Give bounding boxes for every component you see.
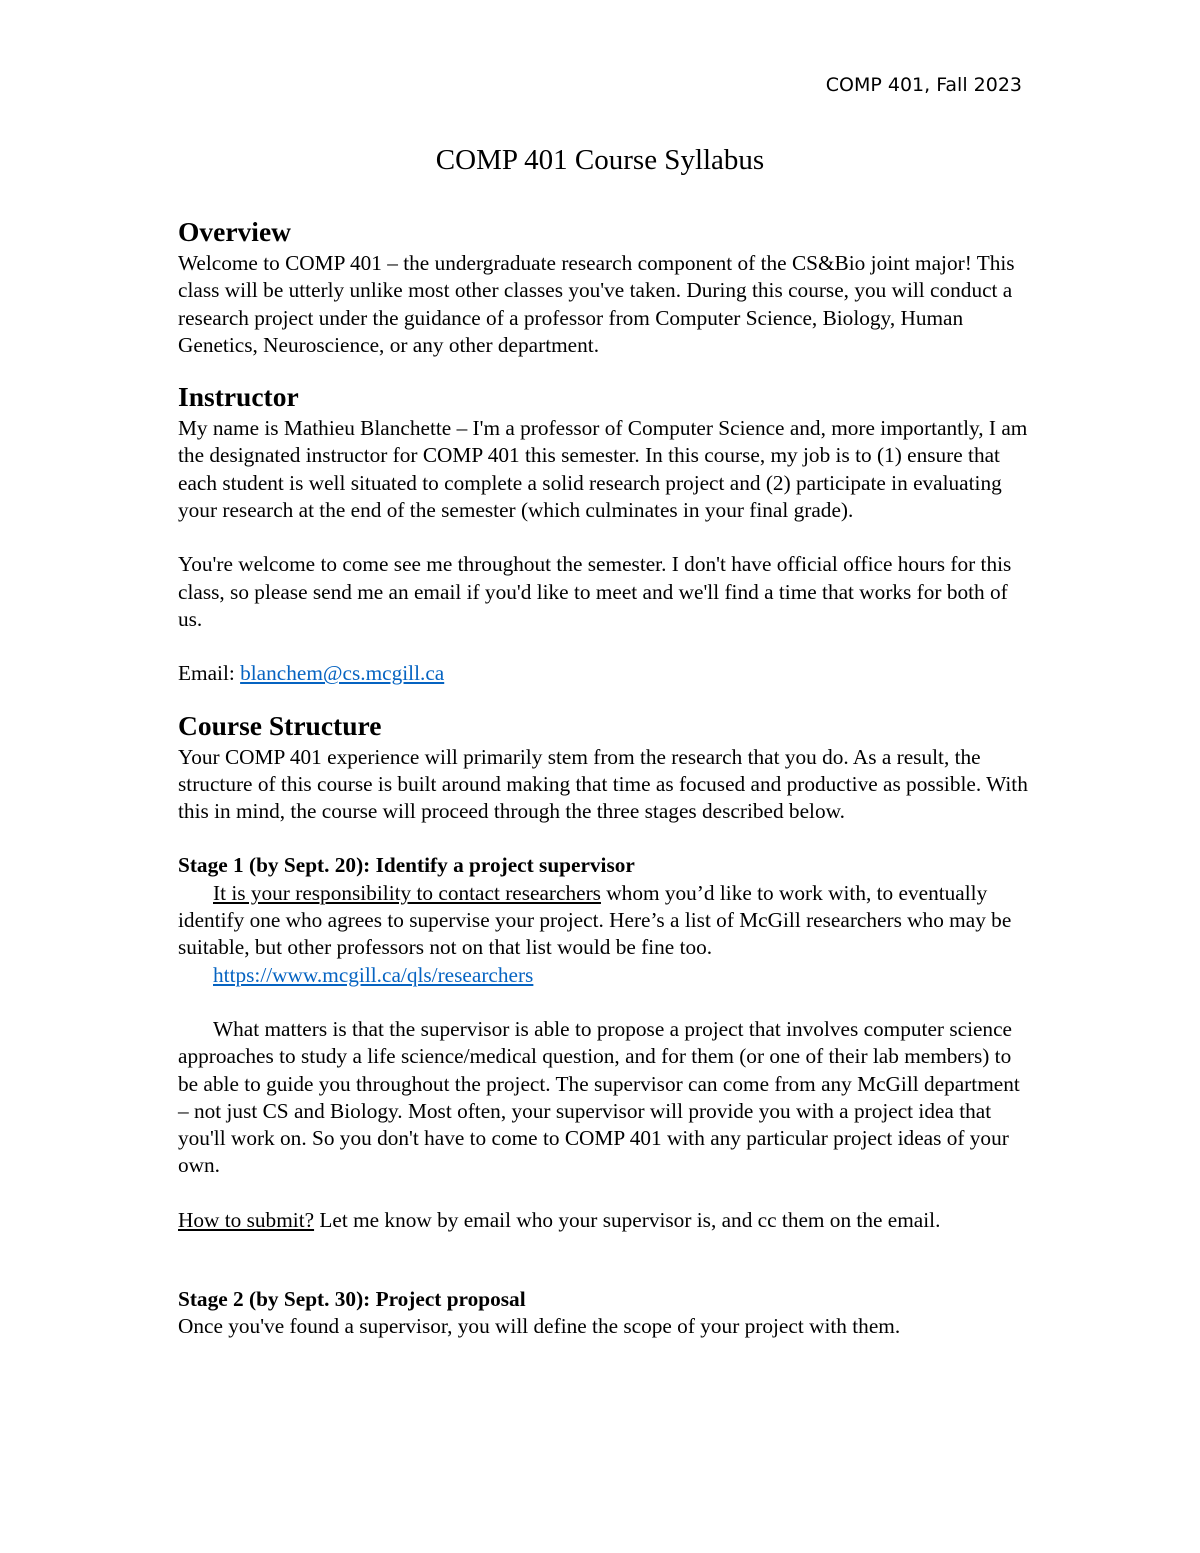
stage1-paragraph-1-rest: whom you’d like to work with, to eventually identify one who agrees to supervise your project. Here’s a list of McGill researchers who may be suitable, but other professors not on that list would be fine too. — [178, 880, 1012, 960]
overview-paragraph: Welcome to COMP 401 – the undergraduate research component of the CS&Bio joint major! This class will be utterly unlike most other classes you've taken. During this course, you will conduct a research project under the guidance of a professor from Computer Science, Biology, Human Genetics, Neuroscience, or any other department. — [178, 251, 1015, 357]
researchers-link-line — [178, 962, 1028, 989]
stage1-submit-line — [178, 1207, 1028, 1234]
instructor-paragraph-1: My name is Mathieu Blanchette – I'm a professor of Computer Science and, more importantly, I am the designated instructor for COMP 401 this semester. In this course, my job is to (1) ensure that each student is well situated to complete a solid research project and (2) participate in evaluating your research at the end of the semester (which culminates in your final grade). — [178, 416, 1028, 523]
instructor-paragraph-2: You're welcome to come see me throughout the semester. I don't have official office hours for this class, so please send me an email if you'd like to meet and we'll find a time that works for both of us. — [178, 552, 1012, 631]
stage1-submit-label: How to submit? — [178, 1207, 315, 1232]
stage1-paragraph-1 — [178, 880, 1028, 962]
email-link[interactable]: blanchem@cs.mcgill.ca — [240, 661, 445, 686]
stage1-responsibility-text: It is your responsibility to contact researchers — [213, 880, 601, 905]
stage1-submit-text: Let me know by email who your supervisor is, and cc them on the email. — [314, 1207, 941, 1232]
document-title: COMP 401 Course Syllabus — [435, 144, 765, 176]
stage2-paragraph-1: Once you've found a supervisor, you will define the scope of your project with them. — [178, 1314, 901, 1339]
document-body — [178, 214, 1028, 1341]
stage2-title: Stage 2 (by Sept. 30): Project proposal — [178, 1287, 526, 1312]
instructor-heading: Instructor — [178, 381, 299, 413]
researchers-link[interactable]: https://www.mcgill.ca/qls/researchers — [213, 962, 534, 987]
page-header: COMP 401, Fall 2023 — [825, 74, 1022, 96]
email-label: Email: — [178, 661, 241, 686]
overview-heading: Overview — [178, 216, 292, 247]
stage1-paragraph-2: What matters is that the supervisor is able to propose a project that involves computer science approaches to study a life science/medical question, and for them (or one of their lab members) to be able to guide you throughout the project. The supervisor can come from any McGill department – not just CS and Biology. Most often, your supervisor will provide you with a project idea that you'll work on. So you don't have to come to COMP 401 with any particular project ideas of your own. — [178, 1016, 1020, 1178]
course-structure-intro: Your COMP 401 experience will primarily stem from the research that you do. As a result, the structure of this course is built around making that time as focused and productive as possible. With this in mind, the course will proceed through the three stages described below. — [178, 744, 1028, 824]
instructor-email-line — [178, 660, 1028, 687]
stage1-title: Stage 1 (by Sept. 20): Identify a project supervisor — [178, 853, 635, 878]
course-structure-heading: Course Structure — [178, 709, 382, 741]
